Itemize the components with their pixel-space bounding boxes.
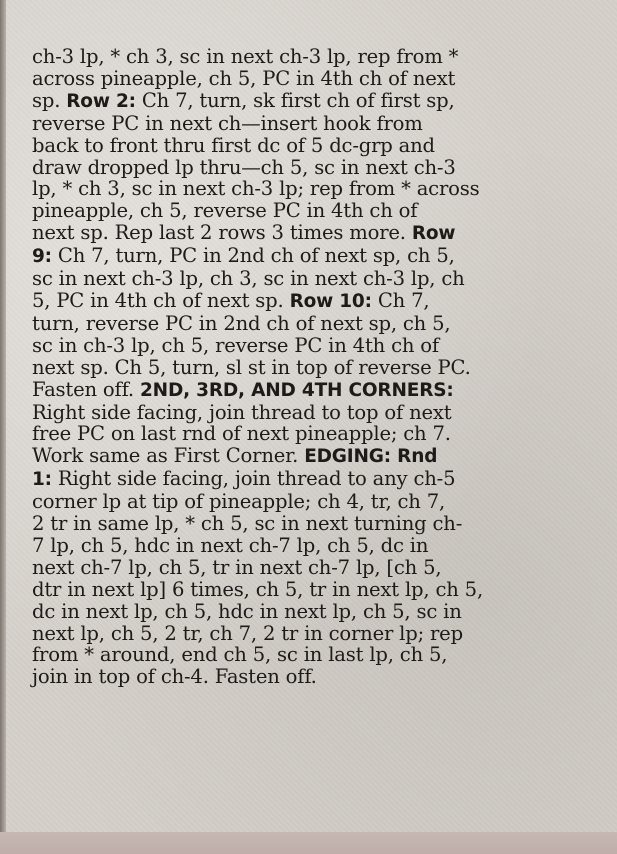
text-line: reverse PC in next ch—insert hook from — [32, 111, 423, 135]
text-line: next lp, ch 5, 2 tr, ch 7, 2 tr in corner lp; rep — [32, 621, 463, 645]
text-line: 5, PC in 4th ch of next sp. Row 10: Ch 7, — [32, 288, 430, 312]
text-line: next sp. Rep last 2 rows 3 times more. Row — [32, 221, 456, 245]
text-line: next ch-7 lp, ch 5, tr in next ch-7 lp, [ch 5, — [32, 555, 442, 579]
instructions-text — [32, 46, 592, 688]
row-label: Row 2: — [66, 90, 136, 112]
text-line: free PC on last rnd of next pineapple; ch 7. — [32, 422, 451, 446]
text-line: sc in ch-3 lp, ch 5, reverse PC in 4th ch of — [32, 333, 439, 357]
text-line: Right side facing, join thread to top of next — [32, 400, 452, 424]
text-line: sp. Row 2: Ch 7, turn, sk first ch of first sp, — [32, 88, 455, 112]
text-line: 1: Right side facing, join thread to any ch-5 — [32, 467, 456, 491]
row-label: 1: — [32, 469, 52, 491]
row-label: 9: — [32, 246, 52, 268]
text-line: Fasten off. 2ND, 3RD, AND 4TH CORNERS: — [32, 377, 454, 401]
page-edge-left — [0, 0, 6, 854]
row-label: Row — [411, 223, 456, 245]
text-line: 9: Ch 7, turn, PC in 2nd ch of next sp, ch 5, — [32, 244, 455, 268]
text-line: back to front thru first dc of 5 dc-grp and — [32, 133, 435, 157]
text-line: dc in next lp, ch 5, hdc in next lp, ch 5, sc in — [32, 599, 462, 623]
section-label: 2ND, 3RD, AND 4TH CORNERS: — [139, 379, 454, 401]
text-line: turn, reverse PC in 2nd ch of next sp, ch 5, — [32, 311, 451, 335]
text-line: Work same as First Corner. EDGING: Rnd — [32, 444, 438, 468]
text-line: 2 tr in same lp, * ch 5, sc in next turning ch- — [32, 512, 463, 536]
text-line: 7 lp, ch 5, hdc in next ch-7 lp, ch 5, dc in — [32, 533, 429, 557]
text-line: ch-3 lp, * ch 3, sc in next ch-3 lp, rep from * — [32, 45, 459, 68]
text-line: next sp. Ch 5, turn, sl st in top of reverse PC. — [32, 355, 471, 379]
row-label: Row 10: — [289, 290, 372, 312]
text-line: draw dropped lp thru—ch 5, sc in next ch-3 — [32, 155, 456, 179]
text-line: across pineapple, ch 5, PC in 4th ch of next — [32, 66, 456, 90]
text-line: from * around, end ch 5, sc in last lp, ch 5, — [32, 643, 448, 667]
text-line: sc in next ch-3 lp, ch 3, sc in next ch-3 lp, ch — [32, 267, 465, 291]
text-line: join in top of ch-4. Fasten off. — [32, 665, 317, 689]
text-line: dtr in next lp] 6 times, ch 5, tr in next lp, ch 5, — [32, 577, 483, 601]
text-line: lp, * ch 3, sc in next ch-3 lp; rep from * across — [32, 177, 480, 201]
page-edge-bottom — [0, 832, 617, 854]
section-label: EDGING: Rnd — [304, 446, 438, 468]
text-line: pineapple, ch 5, reverse PC in 4th ch of — [32, 199, 418, 223]
text-line: corner lp at tip of pineapple; ch 4, tr, ch 7, — [32, 490, 446, 514]
